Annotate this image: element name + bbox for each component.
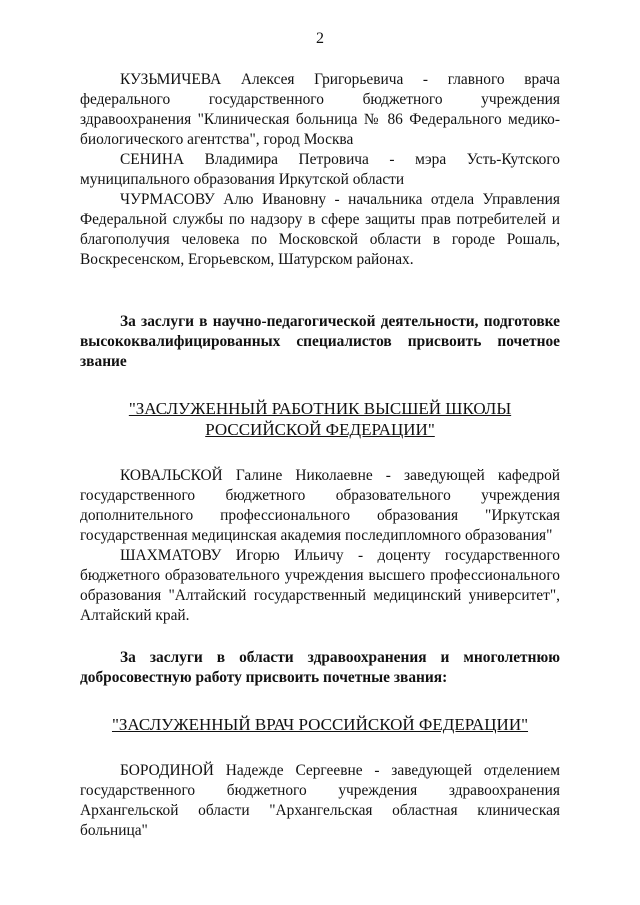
decree-paragraph: За заслуги в научно-педагогической деятельности, подготовке высококвалифицированных специалистов присвоить почетное звание (80, 313, 560, 370)
document-body (80, 70, 560, 841)
person-entry: КУЗЬМИЧЕВА Алексея Григорьевича - главного врача федерального государственного бюджетного учреждения здравоохранения "Клиническая больница № 86 Федерального медико-биологического агентства", город Москва (80, 71, 560, 148)
person-entry: ЧУРМАСОВУ Алю Ивановну - начальника отдела Управления Федеральной службы по надзору в сфере защиты прав потребителей и благополучия человека по Московской области в городе Рошаль, Воскресенском, Егорьевском, Шатурском районах. (80, 191, 560, 268)
honorary-title-line: "ЗАСЛУЖЕННЫЙ РАБОТНИК ВЫСШЕЙ ШКОЛЫ (128, 399, 512, 418)
person-entry: КОВАЛЬСКОЙ Галине Николаевне - заведующей кафедрой государственного бюджетного образовательного учреждения дополнительного профессионального образования "Иркутская государственная медицинская академия последипломного образования" (80, 467, 560, 544)
decree-paragraph: За заслуги в области здравоохранения и многолетнюю добросовестную работу присвоить почетные звания: (80, 649, 560, 686)
person-entry: ШАХМАТОВУ Игорю Ильичу - доценту государственного бюджетного образовательного учреждения высшего профессионального образования "Алтайский государственный медицинский университет", Алтайский край. (80, 547, 560, 624)
person-entry: СЕНИНА Владимира Петровича - мэра Усть-Кутского муниципального образования Иркутской области (80, 151, 560, 188)
honorary-title-line: "ЗАСЛУЖЕННЫЙ ВРАЧ РОССИЙСКОЙ ФЕДЕРАЦИИ" (111, 715, 529, 734)
honorary-title-block (80, 398, 560, 440)
page-number: 2 (316, 30, 324, 47)
person-entry: БОРОДИНОЙ Надежде Сергеевне - заведующей отделением государственного бюджетного учреждения здравоохранения Архангельской области "Архангельская областная клиническая больница" (80, 762, 560, 839)
honorary-title-line: РОССИЙСКОЙ ФЕДЕРАЦИИ" (205, 420, 435, 439)
